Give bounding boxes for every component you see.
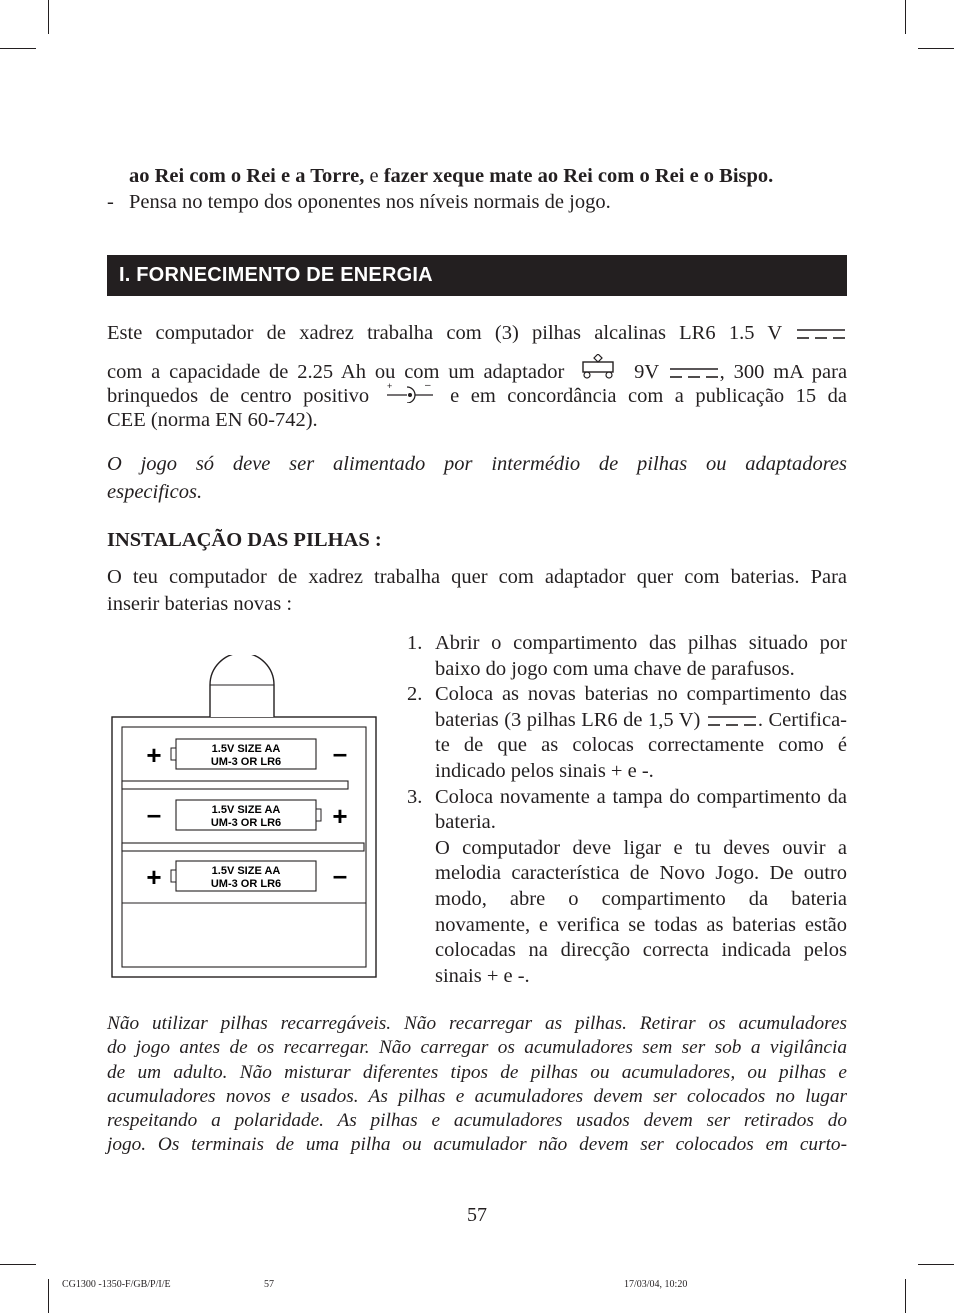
compartment-tab xyxy=(210,655,274,717)
plus-sign: + xyxy=(146,740,162,770)
power-line-2a: com a capacidade de 2.25 Ah ou com um adaptador xyxy=(107,361,565,383)
adapter-icon xyxy=(579,354,619,380)
power-line-3b: e em concordância com a publicação 15 da xyxy=(450,385,847,407)
battery-label-2: UM-3 OR LR6 xyxy=(210,756,282,768)
warning-paragraph xyxy=(107,1012,847,1158)
crop-mark xyxy=(905,0,906,34)
step-text: Abrir o compartimento das pilhas situado por baixo do jogo com uma chave de parafusos. xyxy=(435,632,847,680)
power-line-2b: 9V xyxy=(634,361,659,383)
install-heading: INSTALAÇÃO DAS PILHAS : xyxy=(107,529,382,551)
intro-bullet xyxy=(107,189,611,215)
power-line-2c: , 300 mA para xyxy=(719,361,848,383)
bullet-dash: - xyxy=(107,191,114,213)
battery-3 xyxy=(146,860,347,892)
divider xyxy=(122,781,348,789)
intro-bold-a: ao Rei com o Rei e a Torre, xyxy=(129,165,365,187)
footer-date: 17/03/04, 10:20 xyxy=(624,1279,688,1290)
step-item xyxy=(407,785,847,990)
warning-line: de um adulto. Não misturar diferentes tipos de pilhas ou acumuladores, ou pilhas e xyxy=(107,1061,847,1083)
warning-line: jogo. Os terminais de uma pilha ou acumulador não devem ser colocados em curto- xyxy=(107,1134,847,1156)
step-text-a: Coloca as novas baterias no compartimento das baterias (3 pilhas LR6 de 1,5 V) xyxy=(435,683,847,731)
crop-mark xyxy=(918,1264,954,1265)
intro-connector: e xyxy=(364,165,384,187)
warning-line: respeitando a polaridade. As pilhas e acumuladores usados devem ser retirados do xyxy=(107,1110,847,1132)
minus-sign: – xyxy=(146,799,162,829)
battery-label-2: UM-3 OR LR6 xyxy=(210,817,282,829)
footer-code: CG1300 -1350-F/GB/P/I/E xyxy=(62,1279,171,1290)
step-text xyxy=(435,682,847,784)
step-text-b: . Certifica-te de que as colocas correctamente como é indicado pelos sinais + e -. xyxy=(435,708,848,782)
section-heading-bar xyxy=(107,255,847,296)
install-paragraph-line-2: inserir baterias novas : xyxy=(107,593,293,615)
minus-sign: – xyxy=(332,860,348,890)
footer-page: 57 xyxy=(264,1279,274,1290)
power-line-3a: brinquedos de centro positivo xyxy=(107,385,370,407)
crop-mark xyxy=(0,48,36,49)
step-item xyxy=(407,682,847,784)
crop-mark xyxy=(905,1279,906,1313)
battery-compartment-diagram xyxy=(110,655,382,981)
battery-1 xyxy=(146,738,347,770)
step-number: 2. xyxy=(407,683,423,706)
power-line-3 xyxy=(107,381,847,409)
polarity-icon xyxy=(385,381,435,403)
divider xyxy=(122,843,364,851)
section-heading: I. FORNECIMENTO DE ENERGIA xyxy=(119,264,433,286)
battery-label-1: 1.5V SIZE AA xyxy=(211,743,281,755)
power-line-1-text: Este computador de xadrez trabalha com (3) pilhas alcalinas LR6 1.5 V xyxy=(107,322,782,344)
svg-text:+: + xyxy=(386,381,392,391)
install-paragraph-line-1: O teu computador de xadrez trabalha quer com adaptador quer com baterias. Para xyxy=(107,566,847,588)
dc-symbol-icon xyxy=(670,367,718,379)
steps-list xyxy=(407,631,847,989)
bullet-text: Pensa no tempo dos oponentes nos níveis normais de jogo. xyxy=(129,191,611,213)
intro-line xyxy=(129,163,773,189)
battery-label-1: 1.5V SIZE AA xyxy=(211,804,281,816)
page-number: 57 xyxy=(467,1204,487,1226)
power-line-4: CEE (norma EN 60-742). xyxy=(107,409,318,431)
warning-line: do jogo antes de os recarregar. Não carregar os acumuladores sem ser sob a vigilância xyxy=(107,1037,847,1059)
dc-symbol-icon xyxy=(708,715,756,727)
minus-sign: – xyxy=(332,738,348,768)
step-number: 3. xyxy=(407,785,423,808)
crop-mark xyxy=(48,0,49,34)
step-text: Coloca novamente a tampa do compartimento da bateria. xyxy=(435,785,847,834)
dc-symbol-icon xyxy=(797,328,845,340)
warning-line: Não utilizar pilhas recarregáveis. Não recarregar as pilhas. Retirar os acumuladores xyxy=(107,1013,847,1034)
step-number: 1. xyxy=(407,632,423,654)
crop-mark xyxy=(0,1264,36,1265)
step-text-continued: O computador deve ligar e tu deves ouvir a melodia característica de Novo Jogo. De outro modo, abre o compartimento da bateria novamente, e verifica se todas as baterias estão colocadas na direcção correcta indicada pelos sinais + e -. xyxy=(435,836,847,987)
plus-sign: + xyxy=(146,862,162,892)
warning-line: acumuladores novos e usados. As pilhas e acumuladores devem ser colocados no lugar xyxy=(107,1085,847,1107)
battery-label-2: UM-3 OR LR6 xyxy=(210,878,282,890)
crop-mark xyxy=(918,48,954,49)
power-note-line-1: O jogo só deve ser alimentado por intermédio de pilhas ou adaptadores xyxy=(107,453,847,475)
intro-bold-b: fazer xeque mate ao Rei com o Rei e o Bispo. xyxy=(383,165,774,187)
power-line-1 xyxy=(107,320,847,346)
svg-text:–: – xyxy=(424,381,431,391)
battery-2 xyxy=(147,799,348,831)
plus-sign: + xyxy=(332,801,348,831)
step-item xyxy=(407,631,847,682)
battery-label-1: 1.5V SIZE AA xyxy=(211,865,281,877)
crop-mark xyxy=(48,1279,49,1313)
power-note-line-2: especificos. xyxy=(107,481,203,503)
